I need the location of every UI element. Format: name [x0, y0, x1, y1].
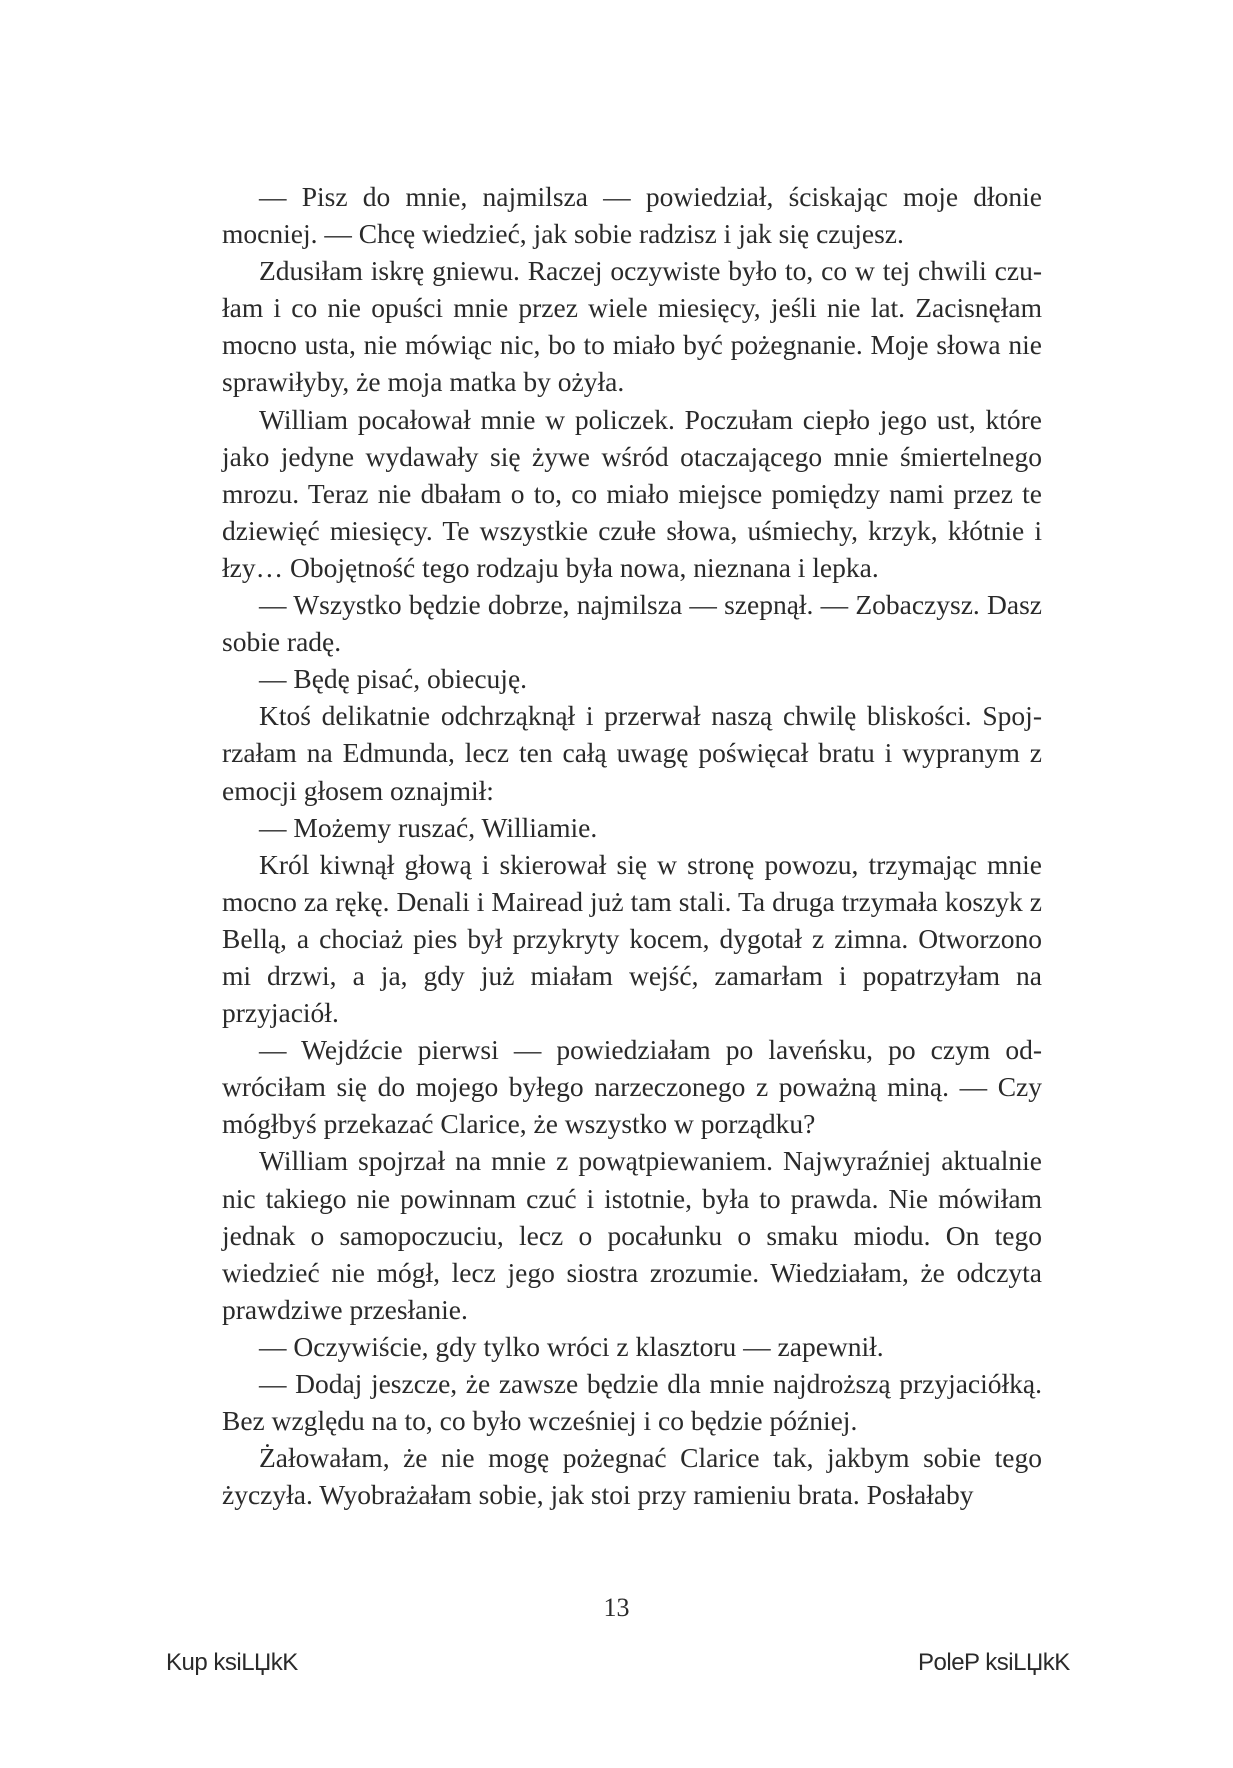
paragraph: William spojrzał na mnie z powątpiewaniem. Najwyraźniej aktualnie nic takiego nie powinnam czuć i istotnie, była to prawda. Nie mówiłam jednak o samopoczuciu, lecz o pocałunku o smaku miodu. On tego wiedzieć nie mógł, lecz jego siostra zrozumie. Wiedziałam, że odczyta prawdziwe przesłanie.	[222, 1145, 1042, 1325]
recommend-book-link[interactable]: PoleP ksiLЏkK	[918, 1649, 1070, 1676]
paragraph: — Pisz do mnie, najmilsza — powiedział, ściskając moje dłonie mocniej. — Chcę wiedzieć, jak sobie radzisz i jak się czujesz.	[222, 181, 1042, 250]
page-number: 13	[603, 1593, 630, 1622]
body-text	[222, 178, 1042, 1513]
paragraph: — Wejdźcie pierwsi — powiedziałam po laveńsku, po czym odwróciłam się do mojego byłego narzeczonego z poważną miną. — Czy mógłbyś przekazać Clarice, że wszystko w porządku?	[222, 1034, 1042, 1140]
buy-book-link[interactable]: Kup ksiLЏkK	[166, 1649, 298, 1676]
paragraph: William pocałował mnie w policzek. Poczułam ciepło jego ust, które jako jedyne wydawały się żywe wśród otaczającego mnie śmiertelnego mrozu. Teraz nie dbałam o to, co miało miejsce pomiędzy nami przez te dziewięć miesięcy. Te wszystkie czułe słowa, uśmiechy, krzyk, kłótnie i łzy… Obojętność tego rodzaju była nowa, nieznana i lepka.	[222, 403, 1042, 583]
paragraph: — Oczywiście, gdy tylko wróci z klasztoru — zapewnił.	[259, 1330, 884, 1362]
paragraph: Ktoś delikatnie odchrząknął i przerwał naszą chwilę bliskości. Spojrzałam na Edmunda, lecz ten całą uwagę poświęcał bratu i wypranym z emocji głosem oznajmił:	[222, 700, 1042, 806]
paragraph: Zdusiłam iskrę gniewu. Raczej oczywiste było to, co w tej chwili czułam i co nie opuści mnie przez wiele miesięcy, jeśli nie lat. Zacisnęłam mocno usta, nie mówiąc nic, bo to miało być pożegnanie. Moje słowa nie sprawiłyby, że moja matka by ożyła.	[222, 255, 1042, 398]
paragraph: — Dodaj jeszcze, że zawsze będzie dla mnie najdroższą przyjaciółką. Bez względu na to, co było wcześniej i co będzie później.	[222, 1368, 1042, 1437]
paragraph: Żałowałam, że nie mogę pożegnać Clarice tak, jakbym sobie tego życzyła. Wyobrażałam sobie, jak stoi przy ramieniu brata. Posłałaby	[222, 1442, 1042, 1511]
paragraph: — Będę pisać, obiecuję.	[259, 663, 528, 695]
paragraph: — Możemy ruszać, Williamie.	[259, 811, 598, 843]
paragraph: — Wszystko będzie dobrze, najmilsza — szepnął. — Zobaczysz. Dasz sobie radę.	[222, 589, 1042, 658]
paragraph: Król kiwnął głową i skierował się w stronę powozu, trzymając mnie mocno za rękę. Denali i Mairead już tam stali. Ta druga trzymała koszyk z Bellą, a chociaż pies był przykryty kocem, dygotał z zimna. Otworzono mi drzwi, a ja, gdy już miałam wejść, zamarłam i popatrzyłam na przyjaciół.	[222, 848, 1042, 1029]
